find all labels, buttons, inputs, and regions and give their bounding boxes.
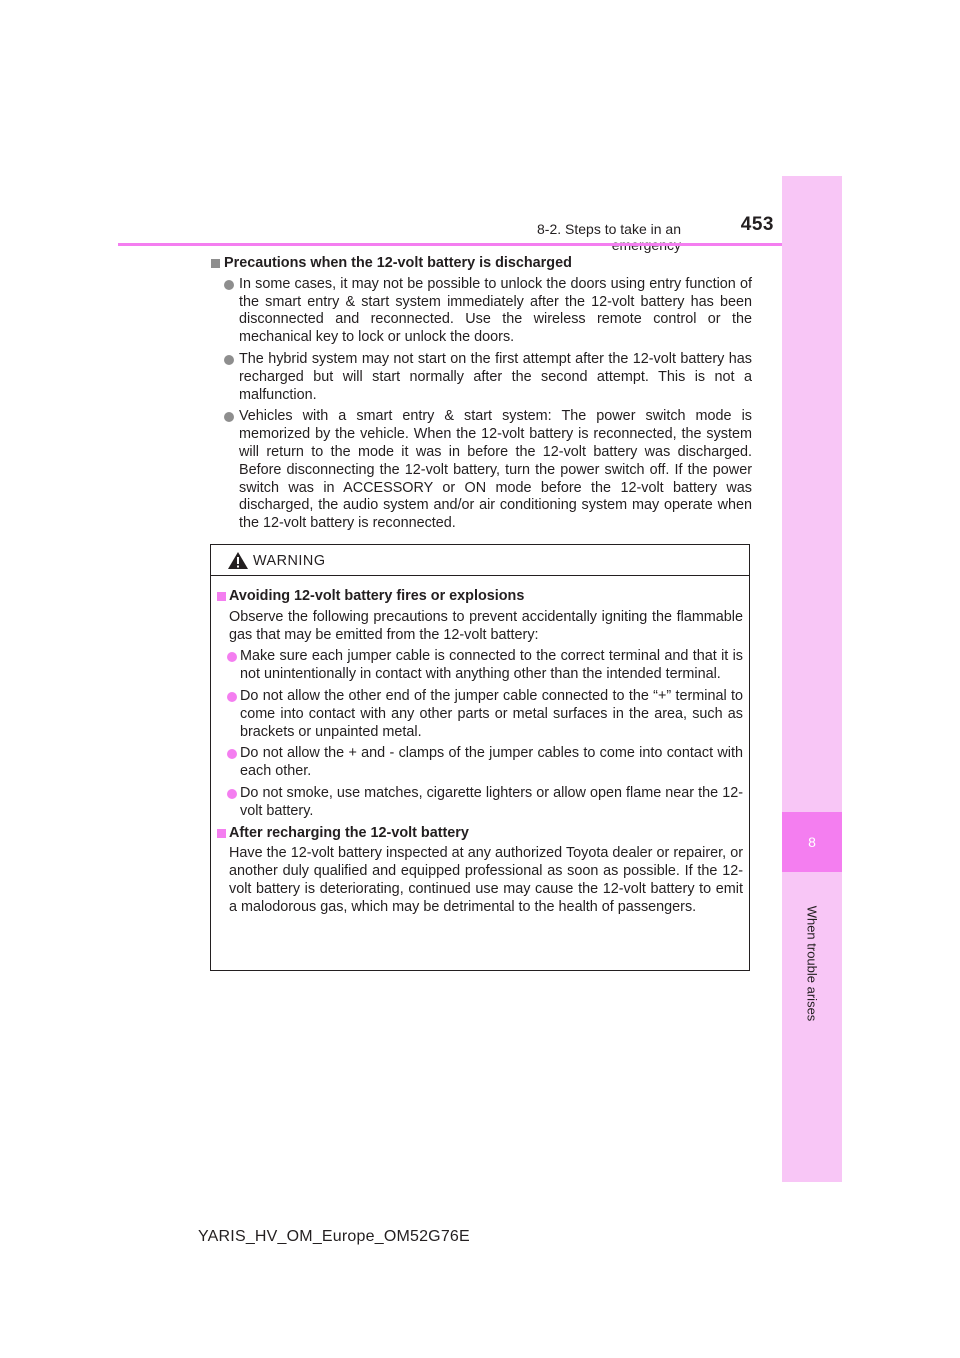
list-item: Make sure each jumper cable is connected to the correct terminal and that it is not unintentionally in contact with anything other than the intended terminal. [217,648,743,684]
warning-body [217,587,743,921]
list-item: Do not allow the + and - clamps of the jumper cables to come into contact with each other. [217,745,743,781]
warning-triangle-icon [227,551,249,570]
round-bullet-icon [224,280,234,290]
warning-intro: Observe the following precautions to prevent accidentally igniting the flammable gas that may be emitted from the 12-volt battery: [229,608,743,643]
header-divider [118,243,842,246]
warning-header [211,545,749,576]
square-bullet-icon [217,829,226,838]
round-bullet-icon [224,355,234,365]
round-bullet-icon [227,789,237,799]
square-bullet-icon [217,592,226,601]
warning-recharge-text: Have the 12-volt battery inspected at any authorized Toyota dealer or repairer, or another duly qualified and equipped professional as soon as possible. If the 12-volt battery is deteriorating, continued use may cause the 12-volt battery to emit a malodorous gas, which may be detrimental to the health of passengers. [229,845,743,915]
chapter-title: When trouble arises [804,905,820,1022]
square-bullet-icon [211,259,220,268]
round-bullet-icon [227,692,237,702]
page-number: 453 [740,214,774,235]
list-item: Do not allow the other end of the jumper cable connected to the “+” terminal to come into contact with any other parts or metal surfaces in the area, such as brackets or unpainted metal. [217,688,743,741]
warning-title: WARNING [253,553,326,569]
warning-heading-recharge: After recharging the 12-volt battery [217,825,743,843]
manual-id: YARIS_HV_OM_Europe_OM52G76E [198,1228,470,1245]
warning-heading-fire: Avoiding 12-volt battery fires or explosions [217,588,743,606]
chapter-side-tab [782,176,842,1182]
warning-box [210,544,750,971]
list-item: Do not smoke, use matches, cigarette lighters or allow open flame near the 12-volt battery. [217,785,743,821]
list-item: The hybrid system may not start on the first attempt after the 12-volt battery has recharged but will start normally after the second attempt. This is not a malfunction. [210,351,752,404]
list-item: In some cases, it may not be possible to unlock the doors using entry function of the smart entry & start system immediately after the 12-volt battery has been disconnected and reconnected. Use the wireless remote control or the mechanical key to lock or unlock the doors. [210,276,752,347]
chapter-number: 8 [782,812,842,872]
precautions-section [210,254,752,537]
list-item: Vehicles with a smart entry & start system: The power switch mode is memorized by the vehicle. When the 12-volt battery is reconnected, the system will return to the mode it was in before the 12-volt battery was discharged. Before disconnecting the 12-volt battery, turn the power switch off. If the power switch was in ACCESSORY or ON mode before the 12-volt battery was discharged, the audio system and/or air conditioning system may operate when the 12-volt battery is reconnected. [210,408,752,533]
round-bullet-icon [227,749,237,759]
section-title: 8-2. Steps to take in an [537,221,681,237]
round-bullet-icon [224,412,234,422]
round-bullet-icon [227,652,237,662]
precautions-heading: Precautions when the 12-volt battery is discharged [210,255,752,273]
